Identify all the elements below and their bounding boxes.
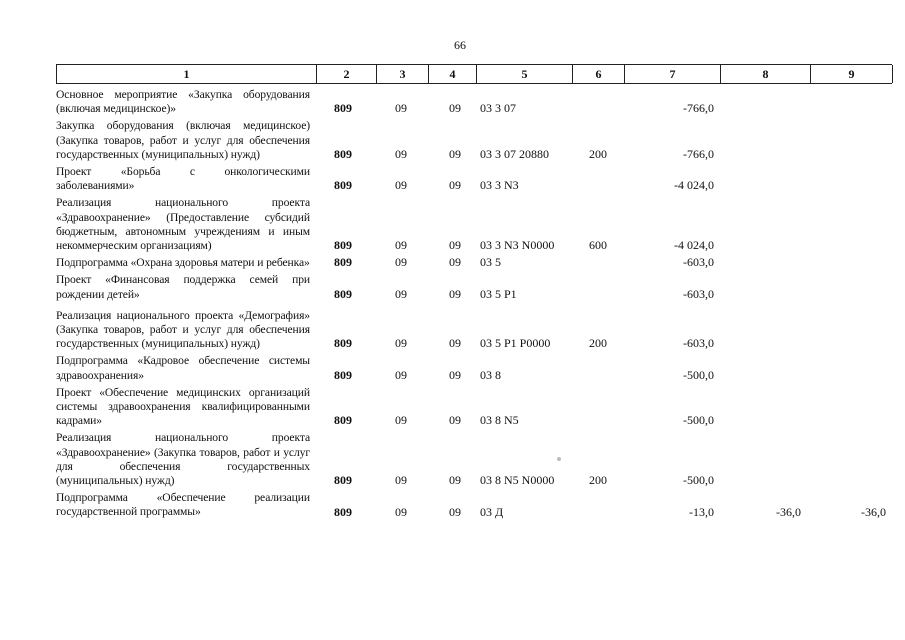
cell-col-5: 03 8 N5	[480, 413, 519, 428]
table-header	[56, 64, 892, 84]
row-description: Подпрограмма «Обеспечение реализации государственной программы»	[56, 491, 310, 519]
row-description: Подпрограмма «Охрана здоровья матери и ребенка»	[56, 256, 310, 270]
cell-col-3: 09	[395, 473, 407, 488]
row-description: Реализация национального проекта «Демография» (Закупка товаров, работ и услуг для обеспечения государственных (муниципальных) нужд)	[56, 308, 310, 351]
header-col-8: 8	[721, 65, 811, 83]
table-row	[56, 273, 892, 301]
cell-col-7: -766,0	[683, 147, 714, 162]
cell-col-2: 809	[334, 178, 352, 193]
cell-col-2: 809	[334, 238, 352, 253]
header-col-9: 9	[811, 65, 893, 83]
cell-col-6: 200	[589, 336, 607, 351]
cell-col-5: 03 8 N5 N0000	[480, 473, 555, 488]
page-number: 66	[454, 38, 466, 52]
cell-col-4: 09	[449, 238, 461, 253]
table-row	[56, 431, 892, 488]
cell-col-7: -4 024,0	[674, 178, 714, 193]
cell-col-2: 809	[334, 101, 352, 116]
cell-col-7: -4 024,0	[674, 238, 714, 253]
cell-col-2: 809	[334, 367, 352, 382]
cell-col-3: 09	[395, 413, 407, 428]
table-row	[56, 386, 892, 429]
cell-col-3: 09	[395, 238, 407, 253]
header-col-4: 4	[429, 65, 477, 83]
cell-col-5: 03 5 P1	[480, 286, 517, 301]
cell-col-4: 09	[449, 255, 461, 270]
cell-col-5: 03 Д	[480, 504, 504, 519]
cell-col-4: 09	[449, 413, 461, 428]
cell-col-3: 09	[395, 367, 407, 382]
cell-col-2: 809	[334, 336, 352, 351]
header-col-7: 7	[625, 65, 721, 83]
cell-col-9: -36,0	[861, 504, 886, 519]
row-description: Реализация национального проекта «Здравоохранение» (Предоставление субсидий бюджетным, автономным учреждениям и иным некоммерческим организациям)	[56, 196, 310, 253]
header-col-1: 1	[57, 65, 317, 83]
cell-col-4: 09	[449, 286, 461, 301]
cell-col-4: 09	[449, 147, 461, 162]
header-col-5: 5	[477, 65, 573, 83]
cell-col-2: 809	[334, 504, 352, 519]
table-row	[56, 354, 892, 382]
header-col-2: 2	[317, 65, 377, 83]
cell-col-2: 809	[334, 473, 352, 488]
header-col-6: 6	[573, 65, 625, 83]
cell-col-7: -603,0	[683, 336, 714, 351]
cell-col-6: 600	[589, 238, 607, 253]
cell-col-2: 809	[334, 147, 352, 162]
table-row	[56, 88, 892, 116]
cell-col-3: 09	[395, 101, 407, 116]
cell-col-8: -36,0	[776, 504, 801, 519]
cell-col-3: 09	[395, 286, 407, 301]
cell-col-4: 09	[449, 178, 461, 193]
cell-col-5: 03 3 07	[480, 101, 516, 116]
row-description: Закупка оборудования (включая медицинское) (Закупка товаров, работ и услуг для обеспечения государственных (муниципальных) нужд)	[56, 119, 310, 161]
table-row	[56, 309, 892, 352]
cell-col-7: -500,0	[683, 367, 714, 382]
cell-col-7: -500,0	[683, 413, 714, 428]
cell-col-2: 809	[334, 255, 352, 270]
row-description: Основное мероприятие «Закупка оборудования (включая медицинское)»	[56, 88, 310, 116]
table-row	[56, 196, 892, 253]
row-description: Проект «Финансовая поддержка семей при рождении детей»	[56, 273, 310, 301]
cell-col-2: 809	[334, 413, 352, 428]
cell-col-6: 200	[589, 473, 607, 488]
cell-col-4: 09	[449, 367, 461, 382]
cell-col-7: -13,0	[689, 504, 714, 519]
table-row	[56, 165, 892, 193]
cell-col-2: 809	[334, 286, 352, 301]
row-description: Проект «Борьба с онкологическими заболеваниями»	[56, 165, 310, 193]
cell-col-7: -603,0	[683, 286, 714, 301]
cell-col-6: 200	[589, 147, 607, 162]
cell-col-3: 09	[395, 504, 407, 519]
row-description: Проект «Обеспечение медицинских организаций системы здравоохранения квалифицированными кадрами»	[56, 385, 310, 428]
cell-col-5: 03 3 N3 N0000	[480, 238, 555, 253]
cell-col-3: 09	[395, 336, 407, 351]
cell-col-4: 09	[449, 101, 461, 116]
cell-col-4: 09	[449, 473, 461, 488]
table-body	[56, 88, 892, 523]
row-description: Реализация национального проекта «Здравоохранение» (Закупка товаров, работ и услуг для обеспечения государственных (муниципальных) нужд)	[56, 431, 310, 488]
cell-col-3: 09	[395, 147, 407, 162]
table-row	[56, 491, 892, 519]
row-description: Подпрограмма «Кадровое обеспечение системы здравоохранения»	[56, 354, 310, 382]
cell-col-5: 03 5 P1 P0000	[480, 336, 551, 351]
cell-col-5: 03 5	[480, 255, 501, 270]
header-col-3: 3	[377, 65, 429, 83]
cell-col-4: 09	[449, 336, 461, 351]
cell-col-5: 03 8	[480, 367, 501, 382]
scan-speck	[557, 457, 561, 461]
cell-col-7: -500,0	[683, 473, 714, 488]
cell-col-7: -603,0	[683, 255, 714, 270]
cell-col-3: 09	[395, 255, 407, 270]
cell-col-4: 09	[449, 504, 461, 519]
cell-col-5: 03 3 N3	[480, 178, 519, 193]
cell-col-7: -766,0	[683, 101, 714, 116]
cell-col-5: 03 3 07 20880	[480, 147, 549, 162]
table-row	[56, 256, 892, 270]
table-row	[56, 119, 892, 162]
cell-col-3: 09	[395, 178, 407, 193]
